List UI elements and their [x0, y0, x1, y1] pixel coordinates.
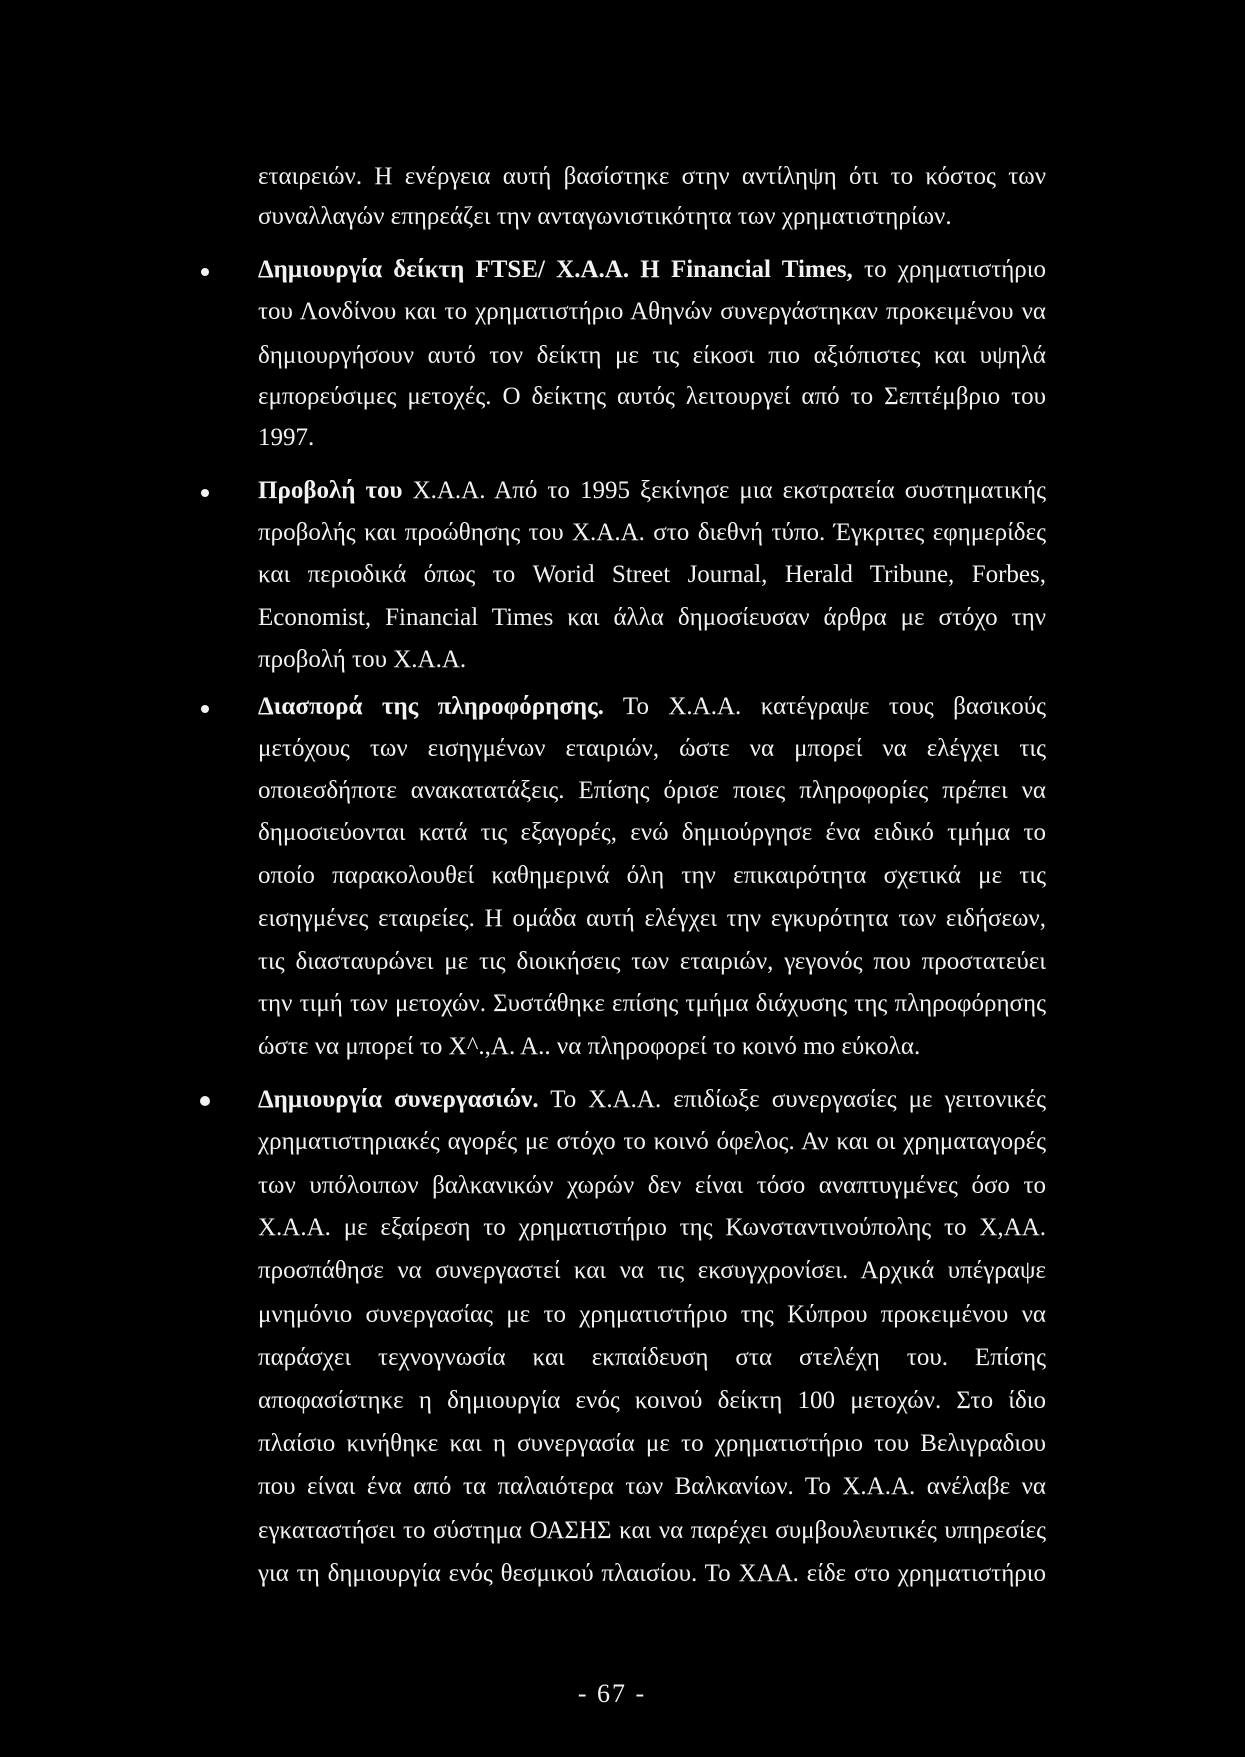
bullet-heading: Διασπορά της πληροφόρησης. [258, 693, 604, 720]
text-line: προβολή του Χ.Α.Α. [258, 646, 467, 673]
text-line: δημιουργήσουν αυτό τον δείκτη με τις είκοσι πιο αξιόπιστες και υψηλά [258, 342, 1046, 369]
text-line: μνημόνιο συνεργασίας με το χρηματιστήριο της Κύπρου προκειμένου να [258, 1301, 1046, 1328]
text-line: προσπάθησε να συνεργαστεί και να τις εκσυγχρονίσει. Αρχικά υπέγραψε [258, 1257, 1046, 1284]
text-line: οποίο παρακολουθεί καθημερινά όλη την επικαιρότητα σχετικά με τις [258, 862, 1046, 889]
text-line: πλαίσιο κινήθηκε και η συνεργασία με το χρηματιστήριο του Βελιγραδιου [258, 1430, 1046, 1457]
bullet-heading: Δημιουργία συνεργασιών. [258, 1086, 539, 1113]
bullet-heading: Δημιουργία δείκτη FTSE/ Χ.Α.Α. Η Financial Times, [258, 256, 853, 283]
text-line: την τιμή των μετοχών. Συστάθηκε επίσης τμήμα διάχυσης της πληροφόρησης [258, 990, 1046, 1017]
text-line: για τη δημιουργία ενός θεσμικού πλαισίου. Το ΧΑΑ. είδε στο χρηματιστήριο [258, 1560, 1046, 1587]
text-line: παράσχει τεχνογνωσία και εκπαίδευση στα στελέχη του. Επίσης [258, 1344, 1046, 1371]
text-line: 1997. [258, 424, 315, 451]
text-line: εισηγμένες εταιρείες. Η ομάδα αυτή ελέγχει την εγκυρότητα των ειδήσεων, [258, 905, 1046, 932]
text-line: ώστε να μπορεί το Χ^.,Α. Α.. να πληροφορεί το κοινό mo εύκολα. [258, 1033, 921, 1060]
text-line: χρηματιστηριακές αγορές με στόχο το κοινό όφελος. Αν και οι χρηματαγορές [258, 1128, 1046, 1155]
text-line: εγκαταστήσει το σύστημα ΟΑΣΗΣ και να παρέχει συμβουλευτικές υπηρεσίες [258, 1517, 1046, 1544]
text-line: συναλλαγών επηρεάζει την ανταγωνιστικότητα των χρηματιστηρίων. [258, 203, 952, 230]
bullet-heading-line [258, 692, 1046, 722]
bullet-icon [201, 489, 209, 497]
text-line-lead: Το Χ.Α.Α. επιδίωξε συνεργασίες με γειτονικές [550, 1086, 1046, 1113]
text-line: Χ.Α.Α. με εξαίρεση το χρηματιστήριο της Κωνσταντινούπολης το Χ,ΑΑ. [258, 1214, 1046, 1241]
text-line: που είναι ένα από τα παλαιότερα των Βαλκανίων. Το Χ.Α.Α. ανέλαβε να [258, 1473, 1046, 1500]
page-number: - 67 - [577, 1679, 647, 1708]
text-line: οποιεσδήποτε ανακατατάξεις. Επίσης όρισε ποιες πληροφορίες πρέπει να [258, 777, 1046, 804]
text-line-lead: Το Χ.Α.Α. κατέγραψε τους βασικούς [622, 693, 1046, 720]
text-line: προβολής και προώθησης του Χ.Α.Α. στο διεθνή τύπο. Έγκριτες εφημερίδες [258, 519, 1046, 546]
bullet-heading-line [258, 1085, 1046, 1115]
bullet-heading-line [258, 476, 1046, 506]
bullet-heading: Προβολή του [258, 477, 403, 504]
text-line: του Λονδίνου και το χρηματιστήριο Αθηνών συνεργάστηκαν προκειμένου να [258, 298, 1046, 325]
text-line: των υπόλοιπων βαλκανικών χωρών δεν είναι τόσο αναπτυγμένες όσο το [258, 1172, 1046, 1199]
bullet-icon [201, 268, 209, 276]
text-line: Economist, Financial Times και άλλα δημοσίευσαν άρθρα με στόχο την [258, 604, 1046, 631]
text-line-lead: Χ.Α.Α. Από το 1995 ξεκίνησε μια εκστρατεία συστηματικής [412, 477, 1046, 504]
text-line: εμπορεύσιμες μετοχές. Ο δείκτης αυτός λειτουργεί από το Σεπτέμβριο του [258, 383, 1046, 410]
text-line: τις διασταυρώνει με τις διοικήσεις των εταιριών, γεγονός που προστατεύει [258, 948, 1046, 975]
text-line: δημοσιεύονται κατά τις εξαγορές, ενώ δημιούργησε ένα ειδικό τμήμα το [258, 819, 1046, 846]
bullet-heading-line [258, 255, 1046, 285]
text-line-lead: το χρηματιστήριο [864, 256, 1047, 283]
text-line: εταιρειών. Η ενέργεια αυτή βασίστηκε στην αντίληψη ότι το κόστος των [258, 163, 1046, 190]
text-line: μετόχους των εισηγμένων εταιριών, ώστε να μπορεί να ελέγχει τις [258, 735, 1046, 762]
text-line: αποφασίστηκε η δημιουργία ενός κοινού δείκτη 100 μετοχών. Στο ίδιο [258, 1387, 1046, 1414]
bullet-icon [200, 1096, 210, 1106]
text-line: και περιοδικά όπως το Worid Street Journal, Herald Tribune, Forbes, [258, 561, 1046, 588]
bullet-icon [201, 705, 209, 713]
